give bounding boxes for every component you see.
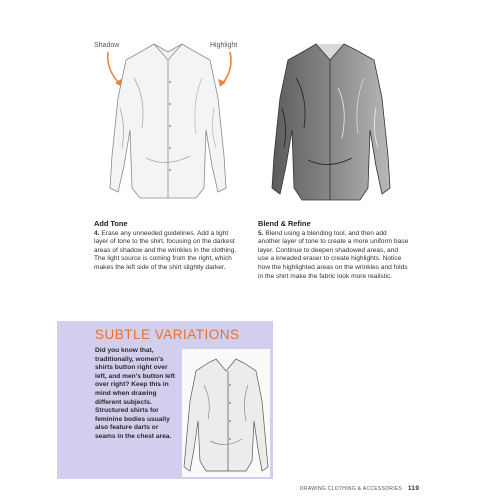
step-4-number: 4.	[94, 229, 100, 237]
page-footer	[300, 485, 419, 492]
womens-shirt-illustration	[182, 349, 270, 477]
step-5-block	[258, 220, 410, 281]
footer-section: DRAWING CLOTHING & ACCESSORIES	[300, 486, 403, 492]
step-4-text: Erase any unneeded guidelines. Add a light layer of tone to the shirt, focusing on the darkest areas of shadow and the wrinkles in the clothing. The light source is coming from the right, which makes the left side of the shirt slightly darker.	[94, 229, 237, 271]
left-margin	[0, 0, 57, 500]
sidebar-text: Did you know that, traditionally, women's shirts button right over left, and men's button left over right? Keep this in mind when drawing different subjects. Structured shirts for feminine bodies usually also feature darts or seams in the chest area.	[95, 347, 175, 440]
highlight-label: Highlight	[210, 42, 238, 49]
sidebar-title: SUBTLE VARIATIONS	[95, 327, 240, 342]
step-5-number: 5.	[258, 229, 264, 237]
shadow-label: Shadow	[94, 42, 120, 49]
subtle-variations-sidebar	[57, 321, 273, 479]
step-4-block	[94, 220, 244, 273]
step-5-heading: Blend & Refine	[258, 219, 311, 228]
page-number: 119	[407, 485, 420, 492]
shirt-light-tone-illustration	[106, 38, 230, 214]
step-4-heading: Add Tone	[94, 219, 128, 228]
step-5-text: Blend using a blending tool, and then add another layer of tone to create a more uniform base layer. Continue to deepen shadowed areas, and use a kneaded eraser to create highlights. Notice how the highlighted areas on the wrinkles and folds in the shirt make the fabric look more realistic.	[258, 229, 409, 280]
shirt-blended-illustration	[268, 38, 394, 216]
right-margin	[417, 0, 500, 500]
womens-shirt-drawing	[182, 349, 270, 477]
